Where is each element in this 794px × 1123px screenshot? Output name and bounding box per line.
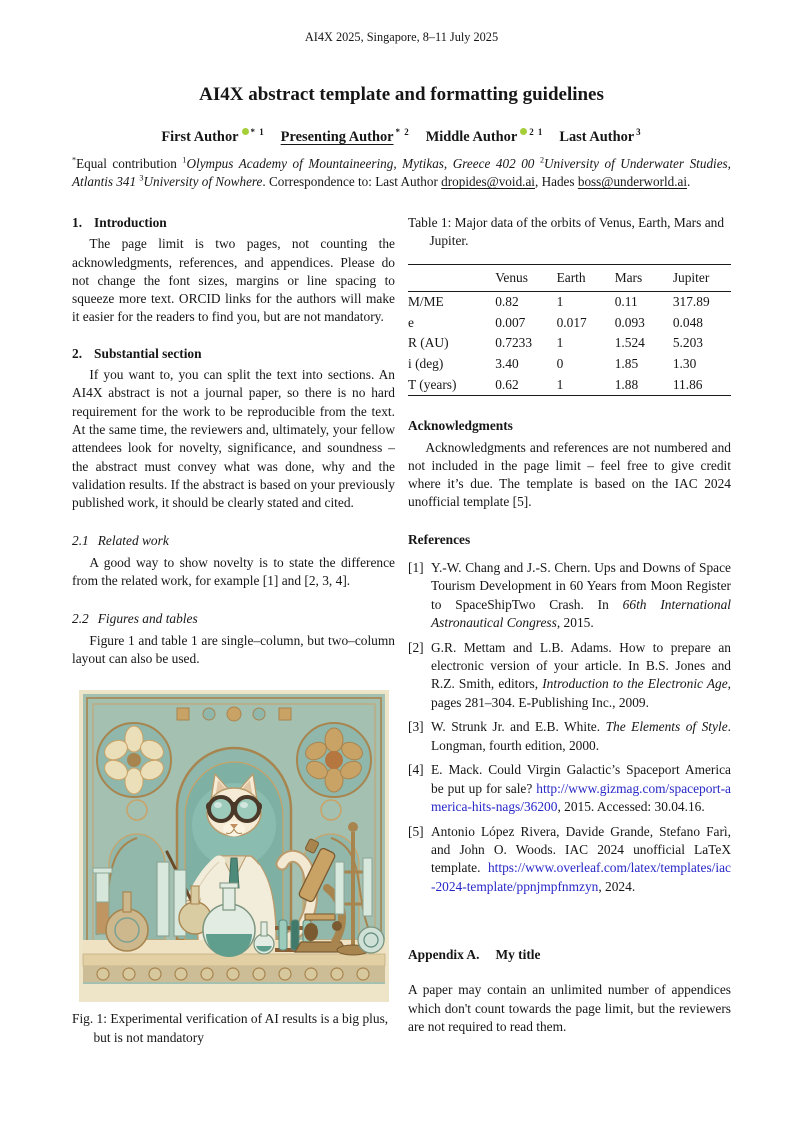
appendix-paragraph: A paper may contain an unlimited number of appendices which don't count towards the page limit, but the reviewers are not required to read them. — [408, 982, 731, 1034]
section-1-heading — [72, 214, 395, 232]
author-affiliation-sup: * 1 — [250, 127, 265, 138]
affiliation-segment: * — [72, 155, 77, 165]
table-cell: 317.89 — [672, 294, 710, 310]
affiliation-segment: 3 — [139, 174, 144, 184]
left-flower-medallion — [97, 723, 171, 797]
email-link[interactable]: dropides@void.ai — [441, 174, 535, 190]
table-cell: 0.62 — [495, 376, 519, 392]
author-affiliation-sup: 2 1 — [529, 127, 544, 138]
left-column — [72, 214, 395, 1047]
affiliation-segment: 2 — [539, 155, 545, 165]
figure-illustration — [79, 690, 389, 1002]
table-cell: 11.86 — [672, 376, 703, 392]
figure-caption — [72, 1010, 395, 1047]
table-cell: 1.88 — [614, 376, 639, 392]
reference-item — [408, 823, 731, 896]
section-2-2-heading — [72, 610, 395, 628]
appendix-heading — [408, 946, 731, 964]
table-cell: 1 — [556, 376, 564, 392]
orbit-data-table — [408, 264, 731, 397]
two-column-body — [72, 214, 731, 1047]
reference-url-link[interactable]: https://www.overleaf.com/latex/templates/iac-2024-template/ppnjmpfnmzyn — [431, 860, 731, 894]
author — [281, 129, 410, 145]
table-body — [408, 291, 731, 395]
section-title: Introduction — [94, 214, 167, 230]
author-line — [72, 128, 731, 146]
acknowledgments-heading: Acknowledgments — [408, 418, 513, 434]
affiliation-block — [72, 155, 731, 192]
reference-item — [408, 559, 731, 632]
affiliation-segment: 1 — [182, 155, 187, 165]
table-row — [408, 291, 731, 312]
acknowledgments-paragraph: Acknowledgments and references are not numbered and not included in the page limit – feel free to give credit where it’s due. The template is based on the IAC 2024 unofficial template [5]. — [408, 439, 731, 510]
orcid-icon[interactable] — [520, 128, 527, 135]
table-row — [408, 333, 731, 354]
reference-label: [1] — [408, 560, 424, 575]
appendix-title: My title — [495, 947, 541, 963]
table-cell: 0 — [556, 356, 564, 372]
reference-text: , 2015. — [556, 614, 594, 630]
section-2-1-paragraph: A good way to show novelty is to state the difference from the related work, for example [1] and [2, 3, 4]. — [72, 554, 395, 589]
section-title: Related work — [97, 533, 169, 549]
reference-text: , pages 281–304. E-Publishing Inc., 2009. — [431, 676, 731, 710]
author-name: Last Author — [559, 129, 635, 145]
frieze-band — [83, 966, 385, 998]
table-column-header: Mars — [615, 264, 673, 291]
table-cell: 0.093 — [614, 314, 645, 330]
affiliation-segment: , Hades — [534, 174, 578, 190]
table-cell: e — [408, 314, 414, 330]
reference-label: [3] — [408, 719, 424, 735]
section-2-2-paragraph: Figure 1 and table 1 are single–column, but two–column layout can also be used. — [72, 632, 395, 666]
affiliation-segment: University of Underwater Studies, Atlantis 341 — [72, 156, 731, 190]
table-cell: 1.30 — [672, 356, 697, 372]
section-title: Figures and tables — [97, 611, 198, 627]
table-header-row — [408, 264, 731, 291]
author-name: Presenting Author — [280, 129, 394, 145]
reference-italic-title: Introduction to the Electronic Age — [542, 676, 728, 692]
section-2-paragraph: If you want to, you can split the text into sections. An AI4X abstract is not a journal paper, so there is no hard requirement for the work to be reproducible from the text. At the same time, the reviewers and, ultimately, your fellow attendees look for novelty, significance, and soundness – the abstract must convey what was done, why and the validation results. If the abstract is based on your previously published work, it should be clearly stated and cited. — [72, 367, 395, 511]
table-row — [408, 313, 731, 334]
reference-list — [408, 559, 731, 896]
table-cell: 0.82 — [495, 294, 519, 310]
author-name: First Author — [161, 129, 239, 145]
author — [161, 129, 264, 145]
reference-text: . Longman, fourth edition, 2000. — [431, 719, 731, 753]
right-column — [408, 214, 731, 1047]
author-name: Middle Author — [425, 129, 518, 145]
reference-text: , 2024. — [598, 878, 636, 894]
table-cell: 1 — [556, 335, 564, 351]
section-number: 2. — [72, 345, 83, 361]
table-cell: T (years) — [408, 376, 457, 392]
section-number: 2.2 — [72, 611, 89, 627]
section-title: Substantial section — [94, 345, 202, 361]
section-number: 2.1 — [72, 533, 89, 549]
table-cell: 1.524 — [614, 335, 645, 351]
table-cell: 0.11 — [614, 294, 638, 310]
reference-italic-title: 66th International Astronautical Congress — [431, 596, 731, 630]
table-cell: R (AU) — [408, 335, 449, 351]
table-row — [408, 354, 731, 375]
table-cell: 0.017 — [556, 314, 587, 330]
paper-title: AI4X abstract template and formatting guidelines — [199, 84, 604, 105]
affiliation-segment: . — [687, 174, 691, 190]
figure-1 — [72, 690, 395, 1047]
reference-text: Y.-W. Chang and J.-S. Chern. Ups and Downs of Space Tourism Development in 60 Years from Moon Register to SpaceShipTwo Crash. In — [431, 560, 731, 612]
affiliation-segment: . Correspondence to: Last Author — [262, 174, 442, 190]
table-cell: 0.007 — [495, 314, 526, 330]
table-column-header: Venus — [495, 264, 556, 291]
reference-label: [5] — [408, 823, 424, 839]
reference-item — [408, 761, 731, 816]
email-link[interactable]: boss@underworld.ai — [577, 174, 688, 190]
affiliation-segment: University of Nowhere — [143, 174, 263, 190]
table-caption-text: Major data of the orbits of Venus, Earth, Mars and Jupiter. — [429, 214, 725, 249]
table-cell: 0.7233 — [495, 335, 533, 351]
reference-url-link[interactable]: http://www.gizmag.com/spaceport-america-hits-nags/36200 — [431, 780, 731, 815]
table-row — [408, 375, 731, 396]
reference-text: , 2015. Accessed: 30.04.16. — [557, 799, 705, 815]
section-2-1-heading — [72, 532, 395, 550]
author — [426, 129, 544, 145]
reference-italic-title: The Elements of Style — [605, 719, 728, 735]
figure-caption-label: Fig. 1: — [72, 1011, 107, 1027]
affiliation-segment: Olympus Academy of Mountaineering, Mytikas, Greece 402 00 — [186, 156, 540, 171]
author-affiliation-sup: 3 — [636, 127, 642, 138]
reference-label: [2] — [408, 639, 424, 655]
reference-item — [408, 639, 731, 712]
author — [559, 129, 641, 145]
table-column-header: Jupiter — [673, 264, 731, 291]
orcid-icon[interactable] — [242, 128, 249, 135]
table-caption — [408, 214, 731, 251]
right-flower-medallion — [297, 723, 371, 797]
section-1-paragraph: The page limit is two pages, not counting the acknowledgments, references, and appendices. Please do not change the font sizes, margins or line spacing to squeeze more text. ORCID links for the authors will make it easier for the readers to find you, but are not mandatory. — [72, 236, 395, 325]
section-2-heading — [72, 345, 395, 363]
reference-item — [408, 718, 731, 755]
figure-caption-text: Experimental verification of AI results is a big plus, but is not mandatory — [93, 1011, 389, 1045]
appendix-number: Appendix A. — [408, 947, 480, 963]
conference-header: AI4X 2025, Singapore, 8–11 July 2025 — [304, 30, 499, 44]
table-cell: 1.85 — [614, 356, 639, 372]
reference-label: [4] — [408, 762, 424, 778]
affiliation-segment: Equal contribution — [76, 156, 183, 171]
reference-text: G.R. Mettam and L.B. Adams. How to prepare an electronic version of your article. In B.S. Jones and R.Z. Smith, editors, — [431, 639, 731, 692]
table-column-header: Earth — [557, 264, 615, 291]
table-caption-label: Table 1: — [408, 214, 452, 230]
table-column-header — [408, 264, 495, 291]
table-cell: 0.048 — [672, 314, 703, 330]
section-number: 1. — [72, 214, 83, 230]
table-cell: 3.40 — [495, 356, 519, 372]
reference-text: W. Strunk Jr. and E.B. White. — [431, 719, 606, 735]
reference-text: E. Mack. Could Virgin Galactic’s Spaceport America be put up for sale? — [431, 762, 731, 796]
table-cell: 5.203 — [672, 335, 703, 351]
table-cell: 1 — [556, 294, 564, 310]
references-heading: References — [408, 531, 471, 547]
table-cell: i (deg) — [408, 356, 444, 372]
author-affiliation-sup: * 2 — [395, 127, 410, 138]
reference-text: Antonio López Rivera, Davide Grande, Stefano Farì, and John O. Woods. IAC 2024 unofficial LaTeX template. — [431, 823, 731, 876]
table-cell: M/ME — [408, 294, 444, 310]
